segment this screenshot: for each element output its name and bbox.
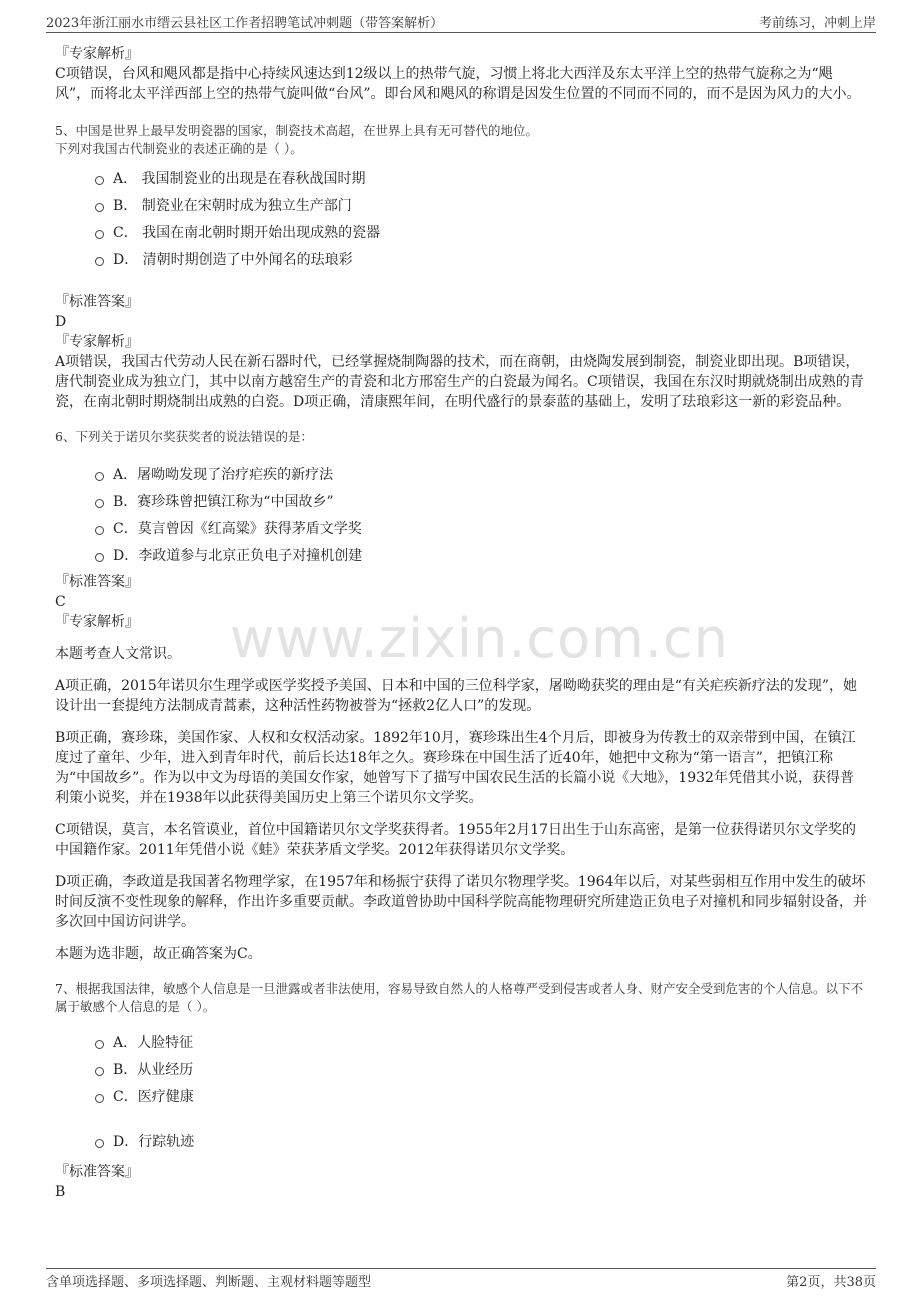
option-b[interactable] xyxy=(95,487,867,514)
analysis-label: 『专家解析』 xyxy=(55,46,139,62)
option-label: B． 制瓷业在宋朝时成为独立生产部门 xyxy=(113,197,352,214)
option-label: A． 我国制瓷业的出现是在春秋战国时期 xyxy=(113,170,366,187)
question-7 xyxy=(55,980,867,1202)
option-label: B．从业经历 xyxy=(113,1061,194,1078)
answer-label: 『标准答案』 xyxy=(55,1164,139,1180)
analysis-label: 『专家解析』 xyxy=(55,614,139,630)
q6-analysis-b: B项正确，赛珍珠，美国作家、人权和女权活动家。1892年10月，赛珍珠出生4个月后，即被身为传教士的双亲带到中国，在镇江度过了童年、少年，进入到青年时代，前后长达18年之久。赛珍珠在中国生活了近40年，她把中文称为“第一语言”，把镇江称为“中国故乡”。作为以中文为母语的美国女作家，她曾写下了描写中国农民生活的长篇小说《大地》，1932年凭借其小说，获得普利策小说奖，并在1938年以此获得美国历史上第三个诺贝尔文学奖。 xyxy=(55,730,856,806)
page-footer xyxy=(46,1268,876,1291)
question-stem: 6、下列关于诺贝尔奖获奖者的说法错误的是： xyxy=(55,429,313,444)
option-d[interactable] xyxy=(95,541,867,568)
footer-note: 含单项选择题、多项选择题、判断题、主观材料题等题型 xyxy=(46,1274,372,1290)
radio-icon[interactable] xyxy=(95,203,104,212)
option-b[interactable] xyxy=(95,191,867,218)
watermark: www.zixin.com.cn xyxy=(230,607,729,670)
q4-analysis-text: C项错误，台风和飓风都是指中心持续风速达到12级以上的热带气旋，习惯上将北大西洋及东太平洋上空的热带气旋称之为“飓风”，而将北太平洋西部上空的热带气旋叫做“台风”。即台风和飓风的称谓是因发生位置的不同而不同的，而不是因为风力的大小。 xyxy=(55,66,861,102)
radio-icon[interactable] xyxy=(95,472,104,481)
option-d[interactable] xyxy=(95,1127,867,1154)
answer-label: 『标准答案』 xyxy=(55,574,139,590)
option-label: D．行踪轨迹 xyxy=(113,1133,195,1150)
option-c[interactable] xyxy=(95,218,867,245)
radio-icon[interactable] xyxy=(95,1094,104,1103)
page-number: 第2页，共38页 xyxy=(786,1274,876,1290)
option-label: A．屠呦呦发现了治疗疟疾的新疗法 xyxy=(113,466,334,483)
question-5 xyxy=(55,122,867,412)
question-stem: 7、根据我国法律，敏感个人信息是一旦泄露或者非法使用，容易导致自然人的人格尊严受到侵害或者人身、财产安全受到危害的个人信息。以下不属于敏感个人信息的是（ ）。 xyxy=(55,981,863,1014)
answer-value: C xyxy=(55,594,66,610)
option-label: C．莫言曾因《红高粱》获得茅盾文学奖 xyxy=(113,520,362,537)
option-list xyxy=(95,1028,867,1154)
option-list xyxy=(95,164,867,272)
q5-analysis-text: A项错误，我国古代劳动人民在新石器时代，已经掌握烧制陶器的技术，而在商朝，由烧陶发展到制瓷，制瓷业即出现。B项错误，唐代制瓷业成为独立门，其中以南方越窑生产的青瓷和北方邢窑生产的白瓷最为闻名。C项错误，我国在东汉时期就烧制出成熟的青瓷，在南北朝时期烧制出成熟的白瓷。D项正确，清康熙年间，在明代盛行的景泰蓝的基础上，发明了珐琅彩这一新的彩瓷品种。 xyxy=(55,354,864,410)
radio-icon[interactable] xyxy=(95,257,104,266)
radio-icon[interactable] xyxy=(95,499,104,508)
option-c[interactable] xyxy=(95,1082,867,1109)
option-a[interactable] xyxy=(95,164,867,191)
option-label: A．人脸特征 xyxy=(113,1034,194,1051)
q6-analysis-c: C项错误，莫言，本名管谟业，首位中国籍诺贝尔文学奖获得者。1955年2月17日出生于山东高密，是第一位获得诺贝尔文学奖的中国籍作家。2011年凭借小说《蛙》荣获茅盾文学奖。2012年获得诺贝尔文学奖。 xyxy=(55,822,857,858)
option-label: B．赛珍珠曾把镇江称为“中国故乡” xyxy=(113,493,334,510)
analysis-label: 『专家解析』 xyxy=(55,334,139,350)
question-stem: 下列对我国古代制瓷业的表述正确的是（ ）。 xyxy=(55,141,303,156)
radio-icon[interactable] xyxy=(95,526,104,535)
question-6 xyxy=(55,428,867,964)
q6-analysis-intro: 本题考查人文常识。 xyxy=(55,646,181,662)
option-label: D． 清朝时期创造了中外闻名的珐琅彩 xyxy=(113,251,353,268)
header-slogan: 考前练习，冲刺上岸 xyxy=(758,15,876,31)
option-label: C． 我国在南北朝时期开始出现成熟的瓷器 xyxy=(113,224,381,241)
page-header xyxy=(46,10,876,33)
option-b[interactable] xyxy=(95,1055,867,1082)
option-list xyxy=(95,460,867,568)
option-d[interactable] xyxy=(95,245,867,272)
q6-analysis-d: D项正确，李政道是我国著名物理学家，在1957年和杨振宁获得了诺贝尔物理学奖。1964年以后，对某些弱相互作用中发生的破坏时间反演不变性现象的解释，作出许多重要贡献。李政道曾协助中国科学院高能物理研究所建造正负电子对撞机和同步辐射设备，并多次回中国访问讲学。 xyxy=(55,874,867,930)
page-content xyxy=(55,44,867,1202)
answer-label: 『标准答案』 xyxy=(55,294,139,310)
q6-analysis-conclusion: 本题为选非题，故正确答案为C。 xyxy=(55,946,262,962)
radio-icon[interactable] xyxy=(95,176,104,185)
radio-icon[interactable] xyxy=(95,230,104,239)
question-stem: 5、中国是世界上最早发明瓷器的国家，制瓷技术高超，在世界上具有无可替代的地位。 xyxy=(55,123,538,138)
option-a[interactable] xyxy=(95,1028,867,1055)
option-label: D．李政道参与北京正负电子对撞机创建 xyxy=(113,547,363,564)
option-c[interactable] xyxy=(95,514,867,541)
option-a[interactable] xyxy=(95,460,867,487)
document-title: 2023年浙江丽水市缙云县社区工作者招聘笔试冲刺题（带答案解析） xyxy=(46,15,444,31)
radio-icon[interactable] xyxy=(95,1067,104,1076)
option-label: C．医疗健康 xyxy=(113,1088,194,1105)
radio-icon[interactable] xyxy=(95,553,104,562)
radio-icon[interactable] xyxy=(95,1040,104,1049)
answer-value: B xyxy=(55,1184,66,1200)
radio-icon[interactable] xyxy=(95,1139,104,1148)
q6-analysis-a: A项正确，2015年诺贝尔生理学或医学奖授予美国、日本和中国的三位科学家，屠呦呦获奖的理由是“有关疟疾新疗法的发现”，她设计出一套提纯方法制成青蒿素，这种活性药物被誉为“拯救2亿人口”的发现。 xyxy=(55,678,858,714)
answer-value: D xyxy=(55,314,67,330)
